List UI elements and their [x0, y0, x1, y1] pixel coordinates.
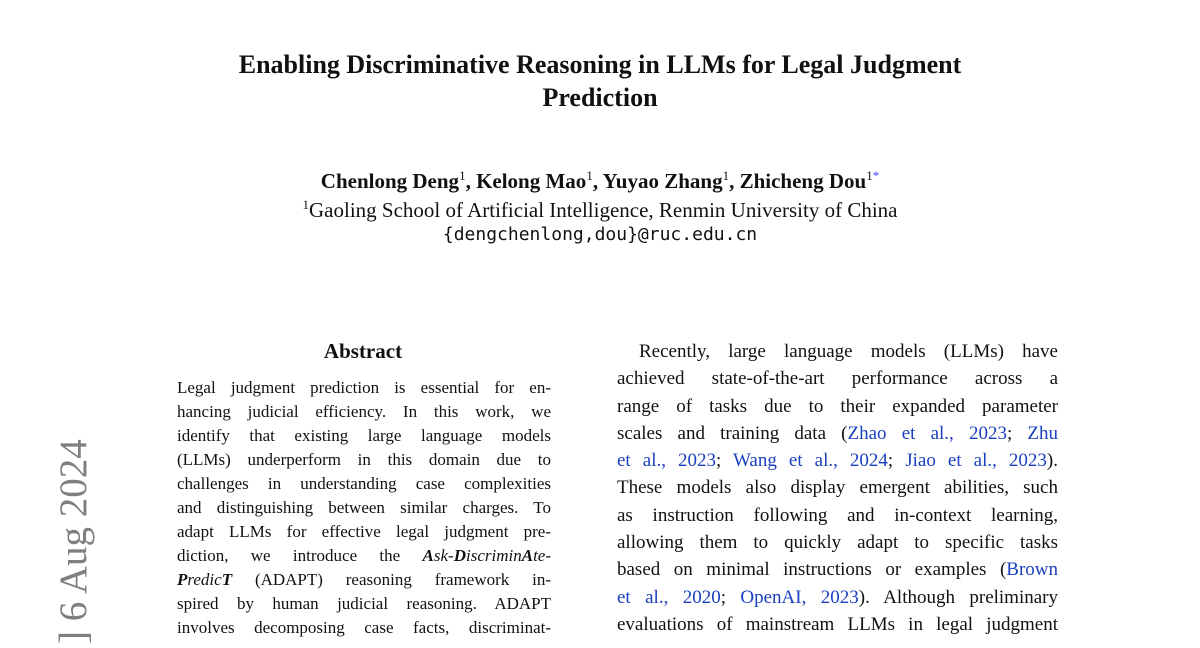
abstract-line: challenges in understanding case complexities [177, 474, 551, 493]
affiliation-marker: 1 [586, 168, 593, 183]
body-line: range of tasks due to their expanded parameter [617, 395, 1058, 417]
citation-link[interactable]: Zhao et al., 2023 [847, 422, 1007, 444]
framework-name-letter: T [221, 570, 233, 589]
paper-title [150, 48, 1050, 114]
framework-name-letter: D [453, 546, 466, 565]
citation-separator: ; [1006, 422, 1028, 444]
author-separator: , [592, 169, 599, 193]
framework-name-part: te- [533, 546, 551, 565]
affiliation-text: Gaoling School of Artificial Intelligence, Renmin University of China [309, 198, 898, 222]
framework-name-part: iscrimin [465, 546, 522, 565]
abstract-heading: Abstract [323, 339, 403, 363]
body-text: based on minimal instructions or examples ( [617, 559, 1007, 581]
affiliation-marker: 1 [722, 168, 730, 183]
body-line: These models also display emergent abilities, such [617, 477, 1058, 499]
affiliation-marker: 1 [866, 168, 873, 183]
citation-link[interactable]: Zhu [1027, 422, 1058, 444]
body-line: evaluations of mainstream LLMs in legal judgment [617, 613, 1058, 635]
citation-separator: ; [720, 586, 741, 608]
citation-separator: ; [887, 450, 906, 472]
body-line [617, 447, 1058, 474]
abstract-line-text: (ADAPT) reasoning framework in- [254, 570, 551, 589]
citation-link[interactable]: et al., 2023 [617, 450, 717, 472]
paper-title-line-1: Enabling Discriminative Reasoning in LLMs for Legal Judgment [238, 50, 962, 79]
body-line [617, 420, 1058, 447]
author-separator: , [729, 169, 735, 193]
abstract-line: (LLMs) underperform in this domain due to [177, 450, 551, 469]
abstract-text [177, 376, 551, 640]
body-line: as instruction following and in-context learning, [617, 504, 1058, 526]
body-line: Recently, large language models (LLMs) have [639, 341, 1058, 362]
paper-title-line-2: Prediction [542, 83, 658, 112]
arxiv-margin-stamp: ] 6 Aug 2024 [52, 439, 95, 644]
citation-link[interactable]: OpenAI, 2023 [740, 586, 859, 608]
author-name: Chenlong Deng [320, 169, 460, 193]
contact-email: {dengchenlong,dou}@ruc.edu.cn [442, 224, 758, 245]
framework-name-part: redic [187, 570, 222, 589]
abstract-line: adapt LLMs for effective legal judgment pre- [177, 522, 551, 541]
citation-link[interactable]: et al., 2020 [617, 586, 721, 608]
affiliation-marker: 1 [302, 197, 310, 212]
body-text: ). [1046, 450, 1058, 472]
abstract-line: identify that existing large language models [177, 426, 551, 445]
author-name: Yuyao Zhang [602, 169, 723, 193]
corresponding-author-link[interactable]: * [872, 168, 880, 183]
citation-link[interactable]: Jiao et al., 2023 [905, 450, 1047, 472]
body-text: scales and training data ( [617, 422, 848, 444]
abstract-line: Legal judgment prediction is essential for en- [177, 378, 551, 397]
body-line: allowing them to quickly adapt to specific tasks [617, 532, 1058, 554]
author-name: Zhicheng Dou [739, 169, 867, 193]
abstract-line: involves decomposing case facts, discriminat- [177, 618, 551, 637]
framework-name-part: sk- [433, 546, 454, 565]
affiliation-marker: 1 [459, 168, 466, 183]
introduction-text [617, 338, 1058, 638]
affiliation [150, 191, 1050, 224]
abstract-line: hancing judicial efficiency. In this work, we [177, 402, 551, 421]
body-text: ). Although preliminary [858, 586, 1059, 608]
abstract-line: and distinguishing between similar charges. To [177, 498, 551, 517]
citation-link[interactable]: Brown [1006, 559, 1058, 581]
abstract-line [177, 544, 551, 568]
framework-name-letter: A [422, 546, 434, 565]
abstract-line [177, 568, 551, 592]
framework-name-letter: P [177, 570, 188, 589]
author-name: Kelong Mao [476, 169, 587, 193]
framework-name-letter: A [521, 546, 534, 565]
author-separator: , [465, 169, 471, 193]
body-line: achieved state-of-the-art performance across a [617, 368, 1058, 390]
body-line [617, 556, 1058, 583]
abstract-line: spired by human judicial reasoning. ADAPT [177, 594, 551, 613]
citation-link[interactable]: Wang et al., 2024 [733, 450, 888, 472]
body-line [617, 584, 1058, 611]
abstract-line-text: diction, we introduce the [177, 546, 423, 565]
citation-separator: ; [716, 450, 733, 472]
